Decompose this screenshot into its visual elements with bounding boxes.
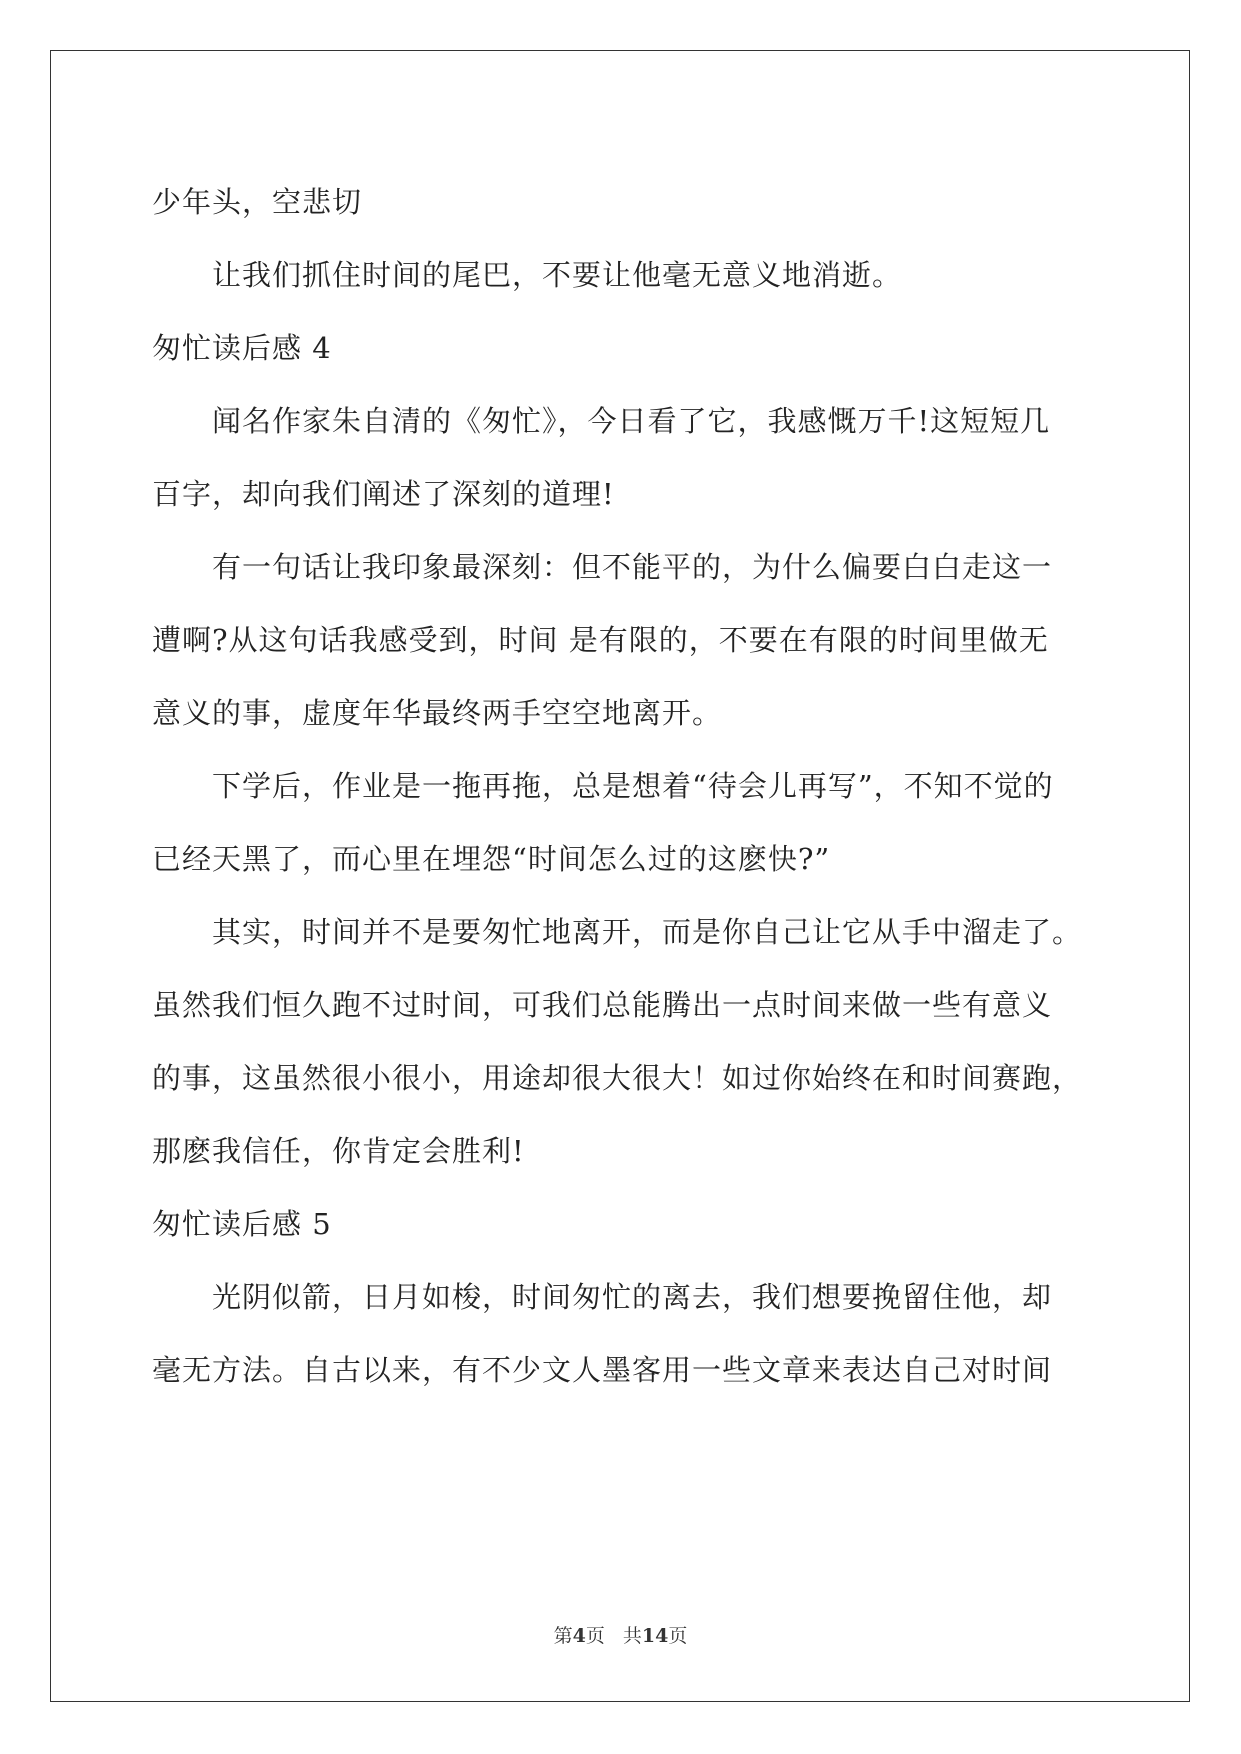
current-page-number: 4 <box>572 1625 586 1647</box>
paragraph-line: 有一句话让我印象最深刻：但不能平的，为什么偏要白白走这一 <box>212 550 1053 584</box>
paragraph-line: 闻名作家朱自清的《匆忙》，今日看了它，我感慨万千!这短短几 <box>212 404 1051 438</box>
section-heading: 匆忙读后感 5 <box>152 1207 332 1241</box>
text-line: 虽然我们恒久跑不过时间，可我们总能腾出一点时间来做一些有意义 <box>152 988 1053 1022</box>
footer-page-suffix: 页 <box>585 1625 605 1647</box>
total-page-count: 14 <box>641 1625 669 1647</box>
document-body <box>152 166 1092 1407</box>
footer-total-prefix: 共 <box>622 1625 642 1647</box>
footer-prefix: 第 <box>553 1625 573 1647</box>
text-line: 已经天黑了，而心里在埋怨“时间怎么过的这麽快?” <box>152 842 831 876</box>
paragraph-line: 光阴似箭，日月如梭，时间匆忙的离去，我们想要挽留住他，却 <box>212 1280 1053 1314</box>
section-heading: 匆忙读后感 4 <box>152 331 332 365</box>
paragraph-line: 让我们抓住时间的尾巴，不要让他毫无意义地消逝。 <box>212 258 903 292</box>
text-line: 的事，这虽然很小很小，用途却很大很大！如过你始终在和时间赛跑， <box>152 1061 1083 1095</box>
text-line: 少年头，空悲切 <box>152 185 363 219</box>
text-line: 毫无方法。自古以来，有不少文人墨客用一些文章来表达自己对时间 <box>152 1353 1053 1387</box>
text-line: 遭啊?从这句话我感受到，时间 是有限的，不要在有限的时间里做无 <box>152 623 1049 657</box>
text-line: 那麽我信任，你肯定会胜利! <box>152 1134 525 1168</box>
paragraph-line: 下学后，作业是一拖再拖，总是想着“待会儿再写”，不知不觉的 <box>212 769 1054 803</box>
text-line: 意义的事，虚度年华最终两手空空地离开。 <box>152 696 723 730</box>
paragraph-line: 其实，时间并不是要匆忙地离开，而是你自己让它从手中溜走了。 <box>212 915 1083 949</box>
footer-total-suffix: 页 <box>668 1625 688 1647</box>
page-footer <box>0 1621 1241 1648</box>
text-line: 百字，却向我们阐述了深刻的道理! <box>152 477 615 511</box>
